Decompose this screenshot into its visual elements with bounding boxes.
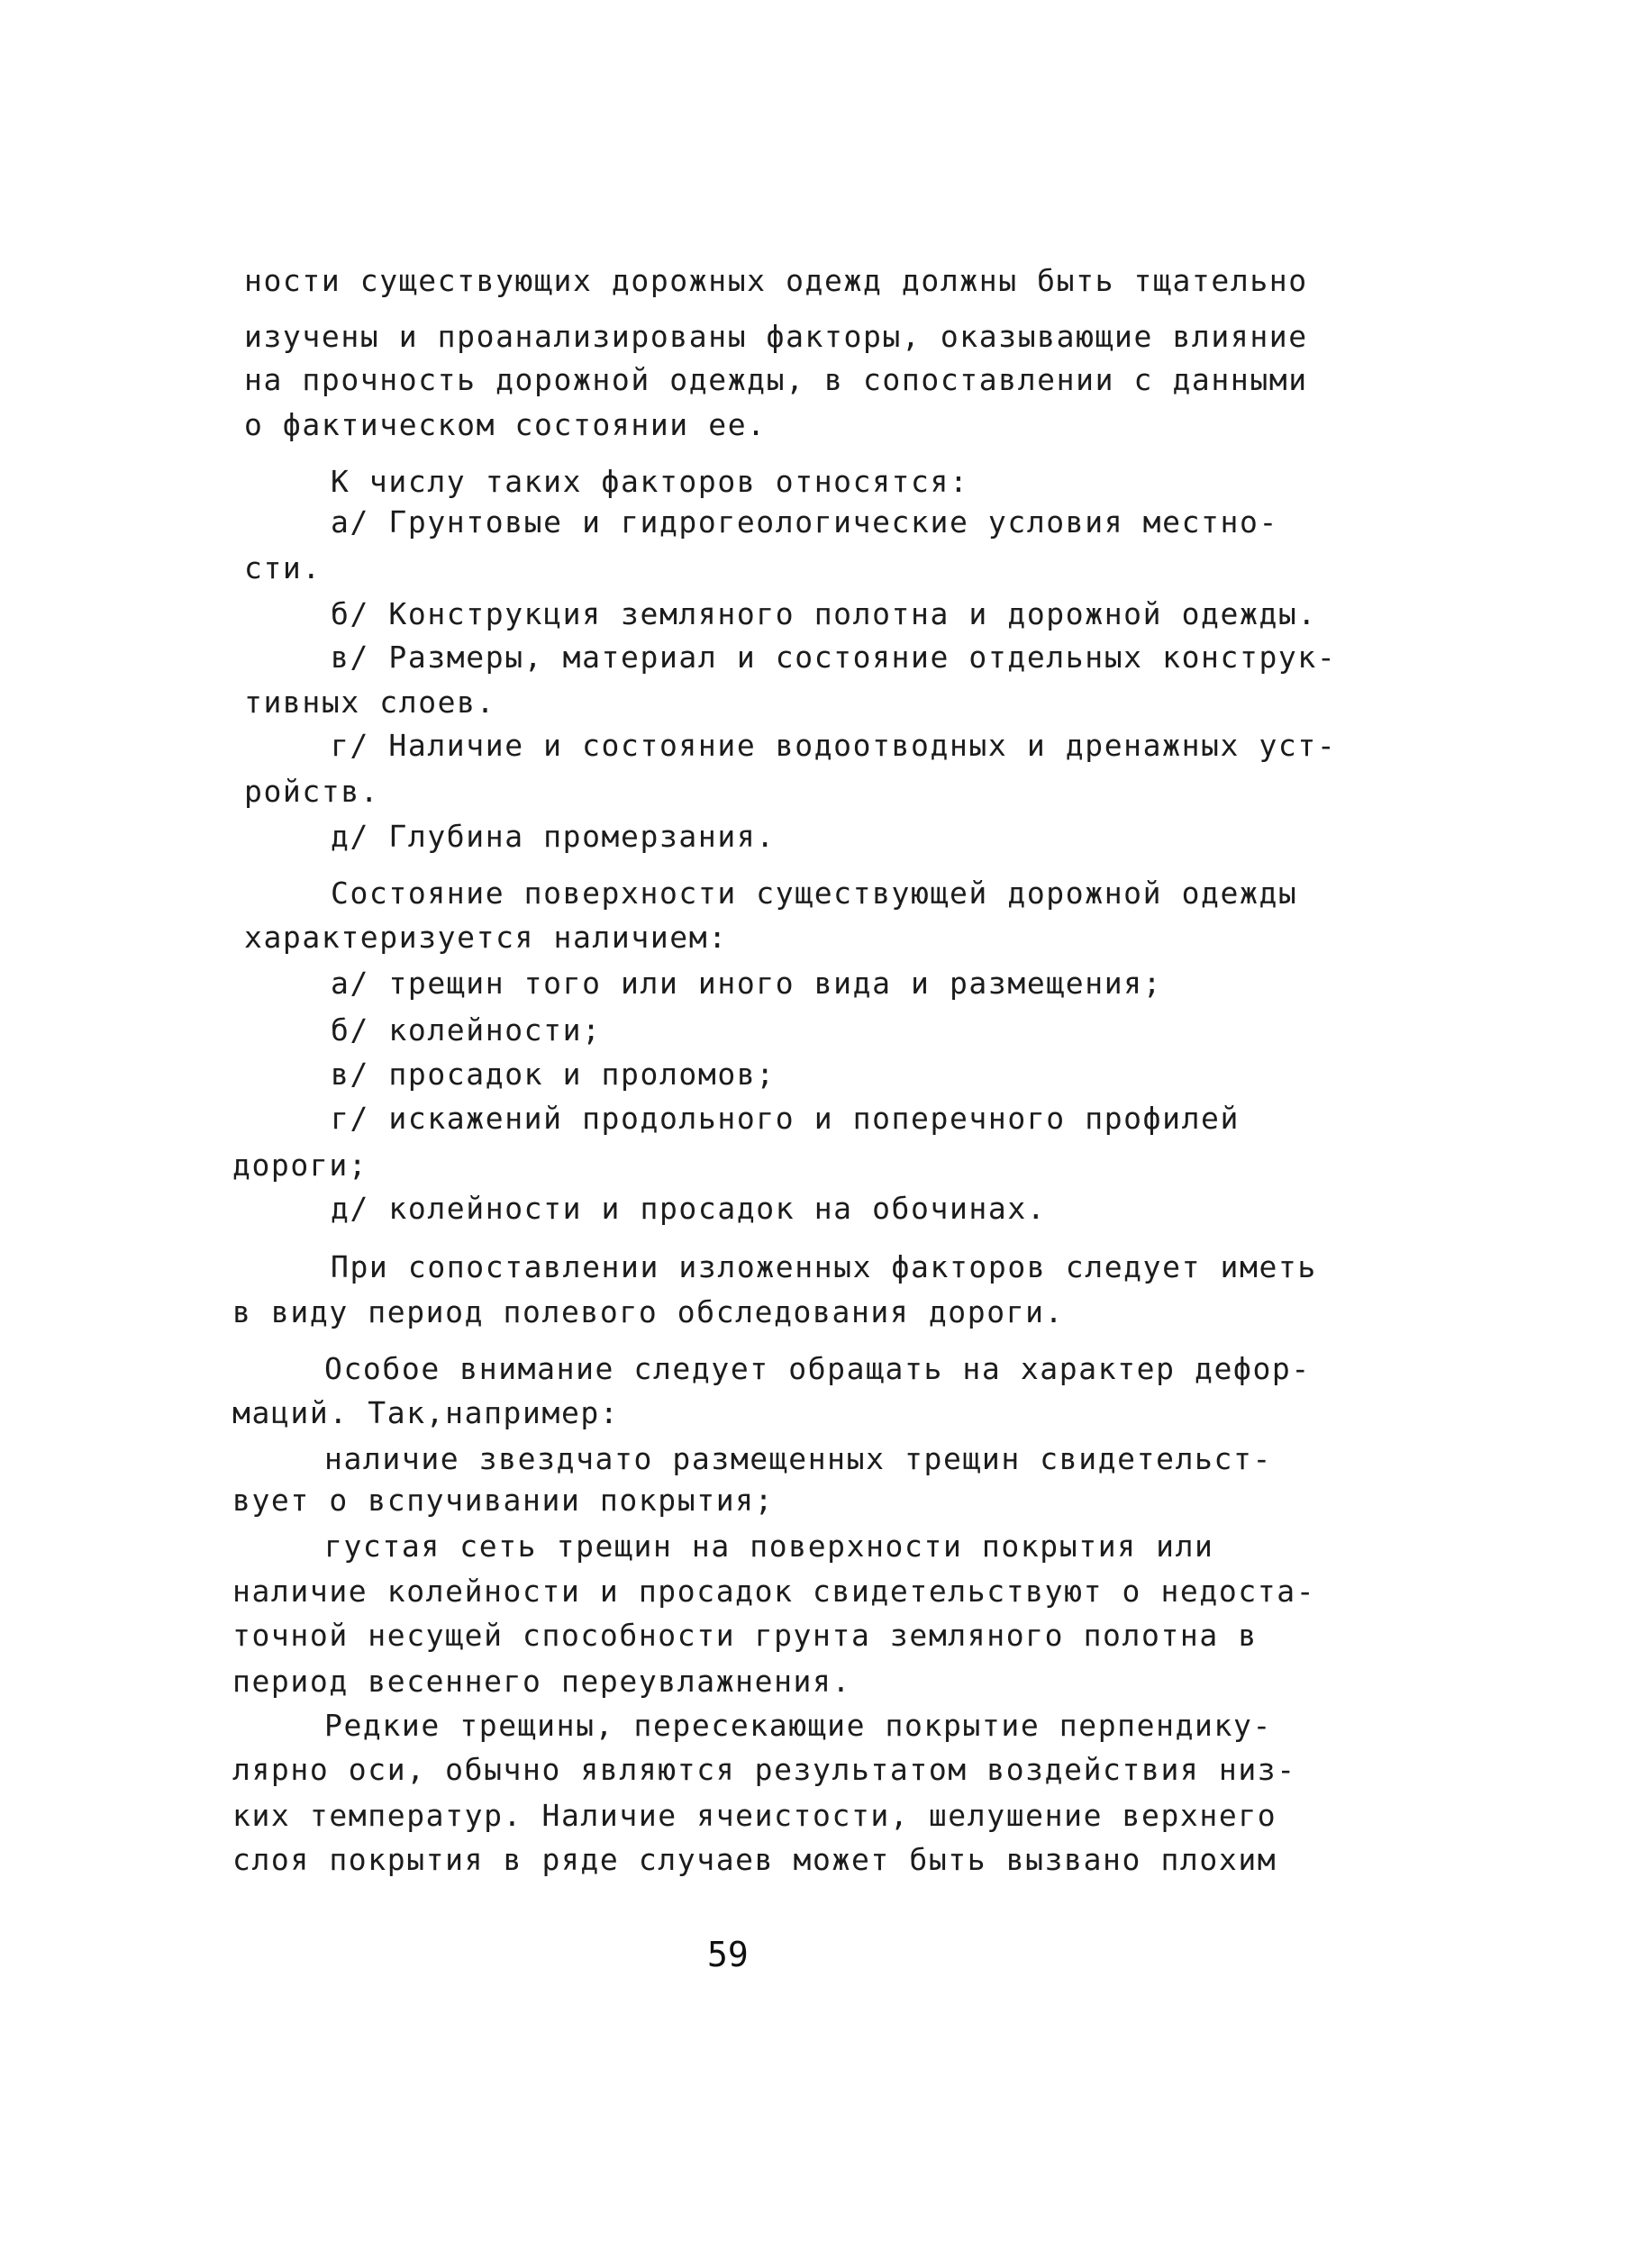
text-line-8: б/ Конструкция земляного полотна и дорожной одежды. [331,596,1317,631]
text-line-33: лярно оси, обычно являются результатом воздействия низ- [232,1752,1296,1787]
text-line-24: Особое внимание следует обращать на характер дефор- [324,1351,1311,1386]
text-line-18: в/ просадок и проломов; [331,1057,776,1092]
text-line-12: ройств. [244,774,380,809]
text-line-26: наличие звездчато размещенных трещин свидетельст- [324,1441,1272,1476]
text-line-4: о фактическом состоянии ее. [244,407,767,442]
text-line-20: дороги; [232,1148,368,1183]
page-number: 59 [707,1935,749,1974]
text-line-30: точной несущей способности грунта земляного полотна в [232,1618,1258,1653]
text-line-16: а/ трещин того или иного вида и размещения; [331,966,1163,1001]
text-line-3: на прочность дорожной одежды, в сопоставлении с данными [244,362,1308,397]
text-line-29: наличие колейности и просадок свидетельствуют о недоста- [232,1574,1316,1609]
text-line-2: изучены и проанализированы факторы, оказывающие влияние [244,319,1308,354]
text-line-19: г/ искажений продольного и поперечного профилей [331,1101,1240,1136]
text-line-13: д/ Глубина промерзания. [331,819,776,854]
text-line-21: д/ колейности и просадок на обочинах. [331,1191,1047,1226]
text-line-15: характеризуется наличием: [244,920,728,955]
text-line-1: ности существующих дорожных одежд должны быть тщательно [244,263,1308,298]
text-line-27: вует о вспучивании покрытия; [232,1483,775,1518]
text-line-23: в виду период полевого обследования дороги. [232,1294,1065,1329]
text-line-32: Редкие трещины, пересекающие покрытие перпендику- [324,1708,1272,1743]
text-line-35: слоя покрытия в ряде случаев может быть вызвано плохим [232,1842,1277,1877]
text-line-7: сти. [244,550,322,585]
text-line-14: Состояние поверхности существующей дорожной одежды [331,875,1298,911]
text-line-28: густая сеть трещин на поверхности покрытия или [324,1529,1214,1564]
text-line-5: К числу таких факторов относятся: [331,464,969,499]
text-line-17: б/ колейности; [331,1012,602,1048]
text-line-34: ких температур. Наличие ячеистости, шелушение верхнего [232,1798,1277,1833]
text-line-11: г/ Наличие и состояние водоотводных и дренажных уст- [331,728,1337,763]
text-line-10: тивных слоев. [244,685,496,720]
text-line-31: период весеннего переувлажнения. [232,1664,851,1699]
text-line-22: При сопоставлении изложенных факторов следует иметь [331,1249,1317,1284]
text-line-9: в/ Размеры, материал и состояние отдельных конструк- [331,640,1337,675]
text-line-6: а/ Грунтовые и гидрогеологические условия местно- [331,504,1278,540]
text-line-25: маций. Так,например: [232,1395,620,1430]
